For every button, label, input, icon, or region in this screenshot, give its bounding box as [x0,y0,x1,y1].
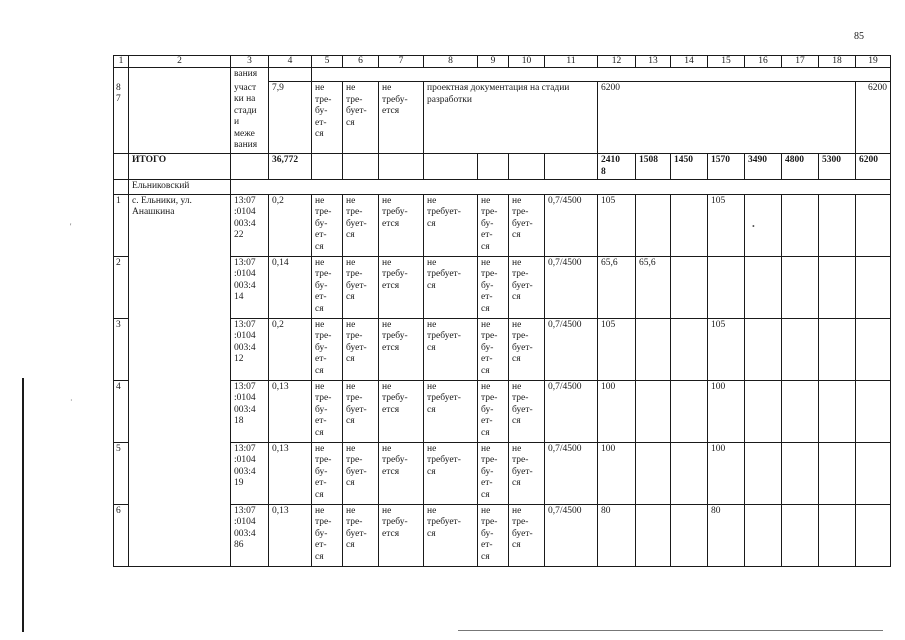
cell-c11: 0,7/4500 [545,194,598,256]
header-cell: 8 [424,56,478,68]
page-footer-rule [458,630,883,631]
table-row [114,504,891,566]
cell-c11: 0,7/4500 [545,318,598,380]
cell-c15: 105 [708,194,745,256]
total-c13: 1508 [636,154,671,180]
cell-c12: 65,6 [598,256,636,318]
header-cell: 14 [671,56,708,68]
header-cell: 10 [509,56,545,68]
cell-c13 [636,380,671,442]
header-cell: 17 [782,56,819,68]
cell-c9: не тре- бу- ет- ся [478,442,509,504]
cell-c15: 80 [708,504,745,566]
cell-c9: не тре- бу- ет- ся [478,504,509,566]
table-row [114,442,891,504]
cell-c16 [745,194,782,256]
cell-c5: не тре- бу- ет- ся [312,256,343,318]
total-c19: 6200 [856,154,891,180]
cell-c14 [671,380,708,442]
cell-c14 [671,504,708,566]
cell-c8: не требует- ся [424,380,478,442]
row-number: 6 [114,504,129,566]
cell-c6: не тре- бует- ся [343,380,379,442]
cell-c14 [671,256,708,318]
cell-c12: 80 [598,504,636,566]
cell-c12: 100 [598,380,636,442]
cell-c6: не тре- бует- ся [343,194,379,256]
cell-c5: не тре- бу- ет- ся [312,318,343,380]
cell-c9: не тре- бу- ет- ся [478,380,509,442]
table-row [114,256,891,318]
cell-cad: 13:07 :0104 003:4 14 [231,256,269,318]
total-label: ИТОГО [129,154,231,180]
row-number: 8 7 [114,82,129,154]
section-name: Ельниковский [129,180,231,195]
cell-c19 [856,380,891,442]
cell-c10: не тре- бует- ся [509,380,545,442]
header-cell: 11 [545,56,598,68]
cell-c11: 0,7/4500 [545,256,598,318]
cell-c15 [708,256,745,318]
cell-c7: не требу- ется [379,82,424,154]
total-c17: 4800 [782,154,819,180]
cell-area: 0,13 [269,504,312,566]
continuation-row [114,68,891,82]
total-c4: 36,772 [269,154,312,180]
header-cell: 15 [708,56,745,68]
cell-c9: не тре- бу- ет- ся [478,256,509,318]
cell-c9: не тре- бу- ет- ся [478,318,509,380]
cell-c5: не тре- бу- ет- ся [312,504,343,566]
cell-c6: не тре- бует- ся [343,318,379,380]
cell-area: 0,14 [269,256,312,318]
cell-c18 [819,504,856,566]
cell-c3: вания [231,68,269,82]
cell-c6: не тре- бует- ся [343,256,379,318]
cell-c19 [856,318,891,380]
cell-cad: 13:07 :0104 003:4 18 [231,380,269,442]
total-c16: 3490 [745,154,782,180]
cell-c5: не тре- бу- ет- ся [312,442,343,504]
cell-c7: не требу- ется [379,504,424,566]
cell-c16 [745,318,782,380]
cell-c19: 6200 [856,82,891,154]
cell-c14 [671,318,708,380]
header-cell: 6 [343,56,379,68]
cell-c19 [856,504,891,566]
cell-c8: не требует- ся [424,504,478,566]
table-row [114,318,891,380]
cell-c12: 100 [598,442,636,504]
scan-speck: · [70,396,73,405]
cell-c10: не тре- бует- ся [509,256,545,318]
location-cell: с. Ельники, ул. Анашкина [129,194,231,566]
row-number: 4 [114,380,129,442]
row-number: 5 [114,442,129,504]
cell-c11: 0,7/4500 [545,442,598,504]
cell-c6: не тре- бует- ся [343,442,379,504]
header-cell: 4 [269,56,312,68]
cell-c8: не требует- ся [424,318,478,380]
cell-c8: не требует- ся [424,256,478,318]
cell-cad: 13:07 :0104 003:4 22 [231,194,269,256]
header-cell: 18 [819,56,856,68]
cell-c19 [856,442,891,504]
cell-c16 [745,256,782,318]
page-number: 85 [854,31,864,42]
cell-c3: участ ки на стади и меже вания [231,82,269,154]
table-row [114,380,891,442]
cell-c8: не требует- ся [424,442,478,504]
cell-c19 [856,256,891,318]
cell-c10: не тре- бует- ся [509,442,545,504]
header-cell: 7 [379,56,424,68]
cell-c7: не требу- ется [379,194,424,256]
cell-area: 0,2 [269,318,312,380]
cell-c17 [782,318,819,380]
cell-c7: не требу- ется [379,256,424,318]
cell-c7: не требу- ется [379,380,424,442]
cell-c13 [636,442,671,504]
cell-c18 [819,380,856,442]
table-row [114,194,891,256]
cell-c11: 0,7/4500 [545,504,598,566]
cell-c13 [636,318,671,380]
header-cell: 19 [856,56,891,68]
cell-c15: 100 [708,380,745,442]
cell-c5: не тре- бу- ет- ся [312,380,343,442]
row-number: 1 [114,194,129,256]
cell-c18 [819,318,856,380]
header-cell: 1 [114,56,129,68]
cell-area: 0,13 [269,442,312,504]
cell-c18 [819,256,856,318]
total-c14: 1450 [671,154,708,180]
cell-c17 [782,504,819,566]
cell-c5: не тре- бу- ет- ся [312,194,343,256]
cell-c12: 105 [598,194,636,256]
cell-c13 [636,194,671,256]
cell-c10: не тре- бует- ся [509,318,545,380]
cell-area: 0,2 [269,194,312,256]
cell-c14 [671,442,708,504]
cell-c17 [782,442,819,504]
cell-c13 [636,504,671,566]
cell-c12: 6200 [598,82,856,154]
cell-c16 [745,380,782,442]
cell-c11: 0,7/4500 [545,380,598,442]
row-number: 3 [114,318,129,380]
cell-c7: не требу- ется [379,442,424,504]
cell-c15: 100 [708,442,745,504]
cell-c8: не требует- ся [424,194,478,256]
table-row-87 [114,82,891,154]
scan-speck: • [752,222,755,231]
section-row [114,180,891,195]
cell-c9: не тре- бу- ет- ся [478,194,509,256]
header-cell: 13 [636,56,671,68]
cell-c10: не тре- бует- ся [509,504,545,566]
total-c18: 5300 [819,154,856,180]
scan-speck: ' [70,222,72,231]
cell-area: 0,13 [269,380,312,442]
cell-c16 [745,442,782,504]
total-c12: 2410 8 [598,154,636,180]
cell-c16 [745,504,782,566]
header-cell: 16 [745,56,782,68]
row-number: 2 [114,256,129,318]
scan-left-edge-line [22,378,24,632]
cell-cad: 13:07 :0104 003:4 19 [231,442,269,504]
cell-cad: 13:07 :0104 003:4 86 [231,504,269,566]
cell-c5: не тре- бу- ет- ся [312,82,343,154]
cell-c17 [782,256,819,318]
header-cell: 9 [478,56,509,68]
cell-c12: 105 [598,318,636,380]
header-cell: 12 [598,56,636,68]
cell-c13: 65,6 [636,256,671,318]
cell-c4: 7,9 [269,82,312,154]
cell-c6: не тре- бует- ся [343,82,379,154]
cell-c6: не тре- бует- ся [343,504,379,566]
cell-c8-11-merged: проектная документация на стадии разработки [424,82,598,154]
cell-c15: 105 [708,318,745,380]
cell-c17 [782,194,819,256]
cell-c17 [782,380,819,442]
cell-cad: 13:07 :0104 003:4 12 [231,318,269,380]
cell-c18 [819,194,856,256]
cell-c18 [819,442,856,504]
cell-c14 [671,194,708,256]
land-plots-table [113,55,891,567]
cell-c19 [856,194,891,256]
column-number-header-row [114,56,891,68]
header-cell: 2 [129,56,231,68]
total-row [114,154,891,180]
total-c15: 1570 [708,154,745,180]
cell-c7: не требу- ется [379,318,424,380]
header-cell: 5 [312,56,343,68]
header-cell: 3 [231,56,269,68]
cell-c10: не тре- бует- ся [509,194,545,256]
